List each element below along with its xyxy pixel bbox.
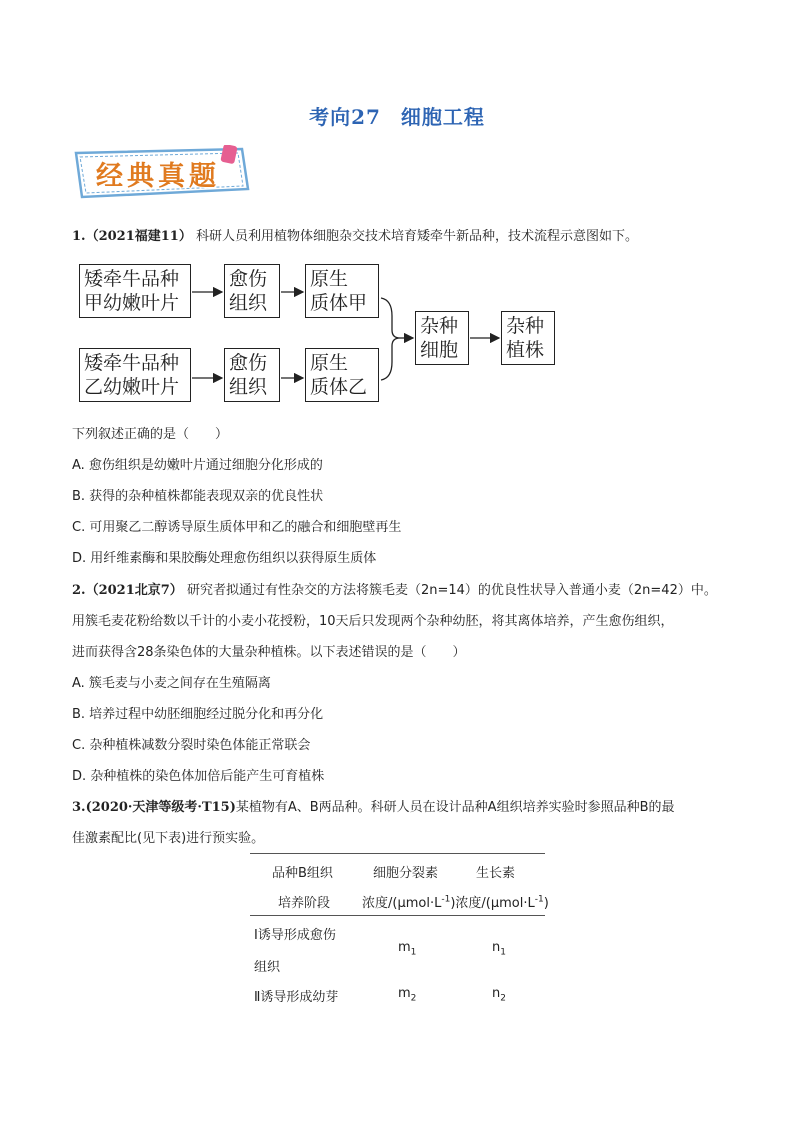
row2-cyto-symbol: m bbox=[398, 986, 411, 1001]
row2-cytokinin bbox=[398, 986, 416, 1004]
flow-callus-b-line1: 愈伤 bbox=[229, 352, 268, 374]
q3-line1 bbox=[72, 799, 675, 817]
q1-option-d: D. 用纤维素酶和果胶酶处理愈伤组织以获得原生质体 bbox=[72, 551, 377, 566]
q1-stem-text: 科研人员利用植物体细胞杂交技术培育矮牵牛新品种，技术流程示意图如下。 bbox=[196, 229, 639, 244]
flow-hybrid-cell-line1: 杂种 bbox=[420, 315, 459, 337]
row1-auxin-sub: 1 bbox=[500, 947, 506, 958]
q2-option-d: D. 杂种植株的染色体加倍后能产生可育植株 bbox=[72, 769, 325, 784]
title-prefix: 考向27 bbox=[309, 105, 381, 129]
row1-cyto-sub: 1 bbox=[410, 947, 417, 958]
flow-proto-a-line1: 原生 bbox=[310, 268, 349, 290]
row1-auxin bbox=[492, 940, 506, 958]
q2-line1-text: 研究者拟通过有性杂交的方法将簇毛麦（2n=14）的优良性状导入普通小麦（2n=42）中。 bbox=[186, 583, 717, 598]
row1-auxin-symbol: n bbox=[492, 940, 501, 955]
q2-line1 bbox=[72, 582, 717, 600]
q3-line2: 佳激素配比(见下表)进行预实验。 bbox=[72, 831, 265, 846]
q1-head: 1.（2021福建11） bbox=[72, 229, 192, 244]
q1-option-b: B. 获得的杂种植株都能表现双亲的优良性状 bbox=[72, 489, 324, 504]
flow-leaf-b-line2: 乙幼嫩叶片 bbox=[84, 376, 180, 398]
flow-leaf-b-line1: 矮牵牛品种 bbox=[84, 352, 180, 374]
table-mid-rule bbox=[250, 915, 545, 916]
th-stage: 培养阶段 bbox=[278, 896, 331, 911]
table-top-rule bbox=[250, 853, 545, 854]
row1-cytokinin bbox=[398, 940, 416, 958]
row2-auxin-sub: 2 bbox=[500, 993, 506, 1004]
flow-hybrid-cell-line2: 细胞 bbox=[420, 339, 459, 361]
flow-callus-a-line1: 愈伤 bbox=[229, 268, 268, 290]
flow-proto-b-line2: 质体乙 bbox=[310, 376, 368, 398]
q2-line2: 用簇毛麦花粉给数以千计的小麦小花授粉，10天后只发现两个杂种幼胚，将其离体培养，产生愈伤组织， bbox=[72, 614, 674, 629]
th-auxin: 生长素 bbox=[476, 866, 516, 881]
q2-option-a: A. 簇毛麦与小麦之间存在生殖隔离 bbox=[72, 676, 271, 691]
th-species: 品种B组织 bbox=[272, 866, 333, 881]
row2-cyto-sub: 2 bbox=[410, 993, 417, 1004]
row2-auxin bbox=[492, 986, 506, 1004]
flow-callus-b-line2: 组织 bbox=[229, 376, 268, 398]
th-unit-auxin: )浓度/(μmol·L bbox=[450, 896, 535, 911]
flow-leaf-a-line1: 矮牵牛品种 bbox=[84, 268, 180, 290]
th-unit-close: ) bbox=[543, 896, 549, 911]
q1-option-c: C. 可用聚乙二醇诱导原生质体甲和乙的融合和细胞壁再生 bbox=[72, 520, 402, 535]
row1-stage-a: Ⅰ诱导形成愈伤 bbox=[254, 928, 336, 943]
flow-proto-a-line2: 质体甲 bbox=[310, 292, 368, 314]
q1-ask: 下列叙述正确的是（ ） bbox=[72, 427, 229, 442]
row2-auxin-symbol: n bbox=[492, 986, 501, 1001]
th-cytokinin: 细胞分裂素 bbox=[373, 866, 439, 881]
th-unit-cyto-exp: -1 bbox=[441, 894, 451, 905]
th-units bbox=[362, 892, 549, 911]
q3-head: 3.(2020·天津等级考·T15) bbox=[72, 800, 236, 815]
flow-leaf-a-line2: 甲幼嫩叶片 bbox=[84, 292, 180, 314]
q2-line3: 进而获得含28条染色体的大量杂种植株。以下表述错误的是（ ） bbox=[72, 645, 466, 660]
flow-hybrid-plant-line1: 杂种 bbox=[506, 315, 545, 337]
q1-option-a: A. 愈伤组织是幼嫩叶片通过细胞分化形成的 bbox=[72, 458, 323, 473]
row1-cyto-symbol: m bbox=[398, 940, 411, 955]
flow-callus-a-line2: 组织 bbox=[229, 292, 268, 314]
q2-option-b: B. 培养过程中幼胚细胞经过脱分化和再分化 bbox=[72, 707, 324, 722]
q2-option-c: C. 杂种植株减数分裂时染色体能正常联会 bbox=[72, 738, 311, 753]
th-unit-cyto: 浓度/(μmol·L bbox=[362, 896, 442, 911]
q2-head: 2.（2021北京7） bbox=[72, 583, 183, 598]
flow-hybrid-plant-line2: 植株 bbox=[506, 339, 545, 361]
row1-stage-b: 组织 bbox=[254, 960, 281, 975]
th-unit-auxin-exp: -1 bbox=[534, 894, 544, 905]
flow-proto-b-line1: 原生 bbox=[310, 352, 349, 374]
q3-line1-text: 某植物有A、B两品种。科研人员在设计品种A组织培养实验时参照品种B的最 bbox=[235, 800, 675, 815]
banner-text: 经典真题 bbox=[96, 161, 220, 192]
row2-stage-a: Ⅱ诱导形成幼芽 bbox=[254, 990, 339, 1005]
title-name: 细胞工程 bbox=[400, 105, 485, 129]
